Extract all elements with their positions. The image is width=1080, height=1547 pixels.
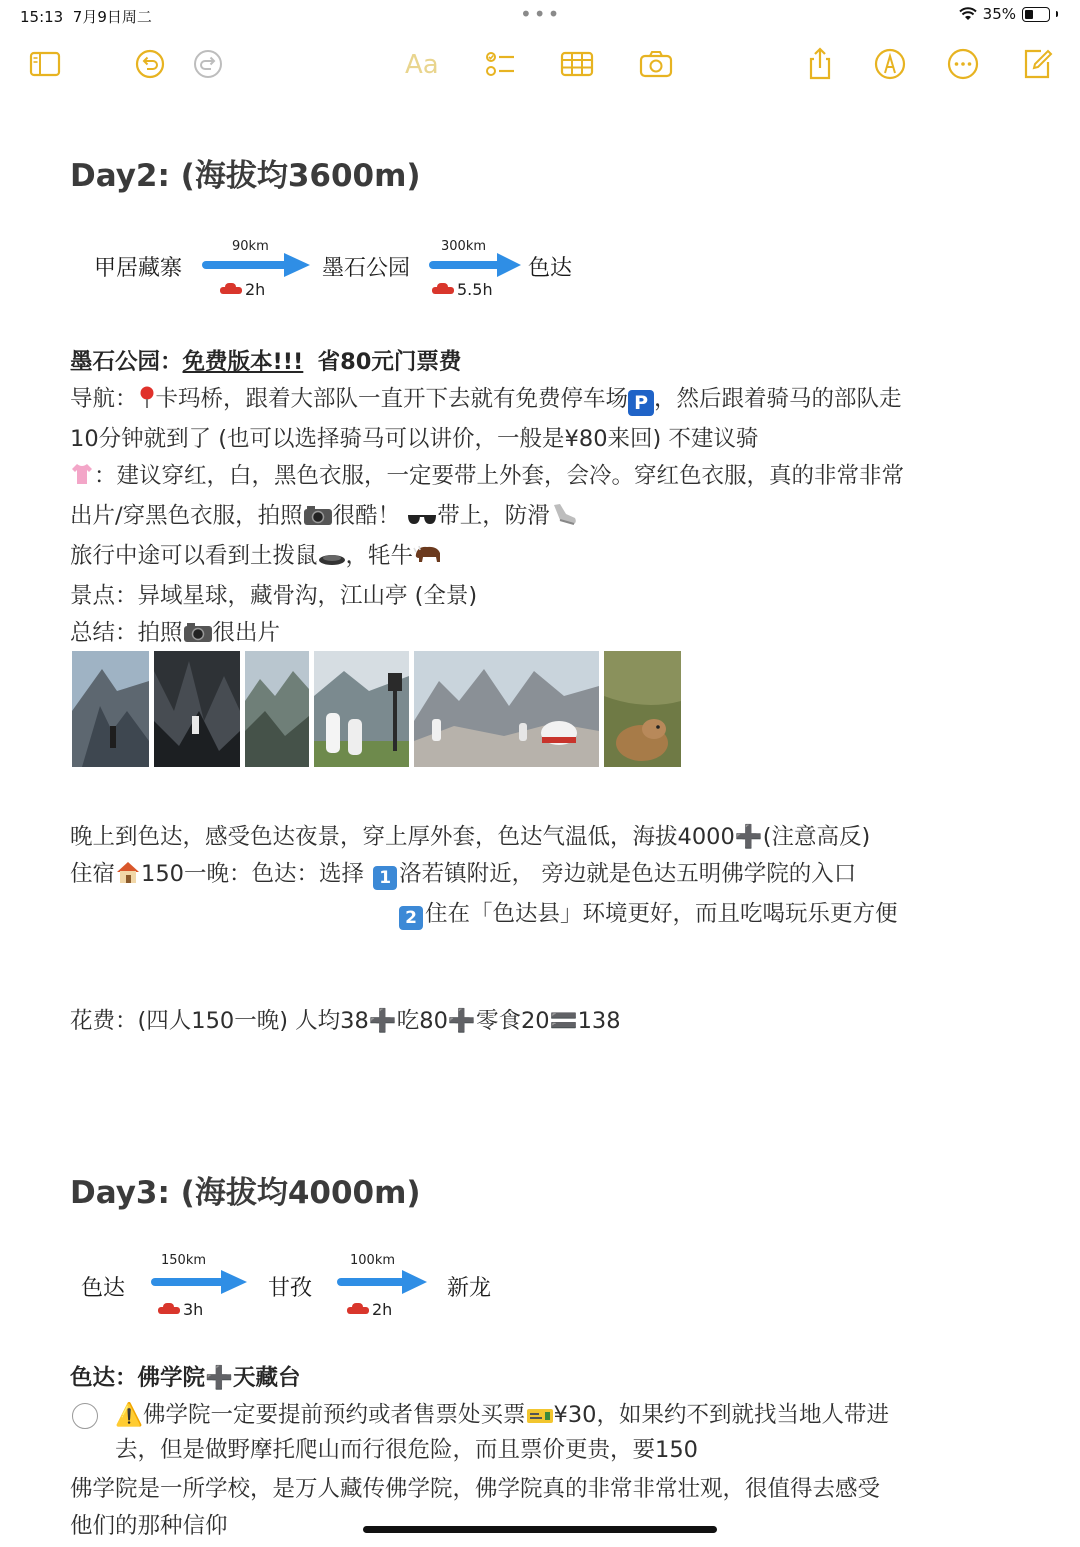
flow-distance-2: 100km — [350, 1253, 396, 1268]
home-indicator[interactable] — [363, 1526, 717, 1533]
arrow-right-icon — [149, 1268, 249, 1296]
battery-percent: 35% — [982, 5, 1016, 23]
day3-title: Day3: (海拔均4000m) — [70, 1175, 421, 1211]
nav-line-2: 10分钟就到了 (也可以选择骑马可以讲价，一般是¥80来回) 不建议骑 — [70, 426, 759, 452]
arrow-right-icon — [200, 251, 312, 279]
flow-node-end: 新龙 — [447, 1276, 492, 1301]
flow-time-1: 3h — [158, 1300, 203, 1319]
day2-title: Day2: (海拔均3600m) — [70, 158, 421, 194]
battery-icon — [1022, 7, 1050, 22]
flow-distance-2: 300km — [441, 239, 487, 254]
compose-icon[interactable] — [1017, 44, 1057, 84]
number-two-icon: 2 — [399, 906, 423, 930]
table-icon[interactable] — [557, 44, 597, 84]
animals-line: 旅行中途可以看到土拨鼠 ，牦牛 — [70, 538, 1030, 578]
arrow-right-icon — [335, 1268, 429, 1296]
camera-emoji-icon — [303, 501, 333, 538]
wifi-icon — [959, 7, 977, 21]
more-icon[interactable] — [943, 44, 983, 84]
share-icon[interactable] — [800, 44, 840, 84]
flow-distance-1: 150km — [161, 1253, 207, 1268]
flow-node-mid: 甘孜 — [268, 1276, 313, 1301]
flow-time-2: 5.5h — [432, 280, 493, 299]
camera-icon[interactable] — [636, 44, 676, 84]
clothes-line: ：建议穿红，白，黑色衣服，一定要带上外套，会冷。穿红色衣服，真的非常非常 — [70, 458, 1030, 498]
car-icon — [220, 283, 242, 297]
shirt-icon — [70, 461, 94, 498]
day2-body — [70, 344, 1030, 655]
todo-checkbox[interactable] — [72, 1403, 98, 1429]
undo-icon[interactable] — [130, 44, 170, 84]
night-line: 晚上到色达，感受色达夜景，穿上厚外套，色达气温低，海拔4000➕(注意高反) — [70, 824, 871, 850]
flow-node-mid: 墨石公园 — [322, 256, 411, 281]
parking-icon: P — [628, 390, 654, 416]
park-heading: 墨石公园：免费版本!!! 省80元门票费 — [70, 349, 462, 375]
status-time: 15:13 7月9日周二 — [20, 8, 152, 26]
multitask-dots[interactable]: ••• — [520, 2, 562, 26]
car-icon — [432, 283, 454, 297]
car-icon — [347, 1303, 369, 1317]
checklist-icon[interactable] — [480, 44, 520, 84]
arrow-right-icon — [427, 251, 523, 279]
night-section — [70, 819, 1030, 933]
stay-option-2: 2 住在「色达县」环境更好，而且吃喝玩乐更方便 — [70, 896, 1030, 933]
status-bar — [0, 0, 1080, 30]
number-one-icon: 1 — [373, 866, 397, 890]
flow-node-start: 色达 — [81, 1276, 126, 1301]
shoe-icon — [550, 501, 578, 538]
sunglasses-icon — [407, 501, 437, 538]
photo-1[interactable] — [72, 651, 149, 767]
nav-line: 导航： 卡玛桥，跟着大部队一直开下去就有免费停车场 P ，然后跟着骑马的部队走 — [70, 381, 1030, 421]
stay-line: 住宿 150一晚：色达：选择 1 洛若镇附近， 旁边就是色达五明佛学院的入口 — [70, 856, 1030, 896]
summary-line: 总结：拍照 很出片 — [70, 615, 1030, 655]
photo-6[interactable] — [604, 651, 681, 767]
flow-distance-1: 90km — [232, 239, 269, 254]
yak-icon — [413, 541, 443, 578]
house-icon — [115, 859, 141, 896]
markup-icon[interactable] — [870, 44, 910, 84]
hole-icon — [318, 541, 346, 578]
pin-icon — [138, 384, 156, 421]
ticket-icon — [526, 1402, 554, 1434]
redo-icon[interactable] — [188, 44, 228, 84]
status-right — [959, 5, 1058, 23]
todo-item: ⚠️佛学院一定要提前预约或者售票处买票 ¥30，如果约不到就找当地人带进 去，但是做野摩托爬山而行很危险，而且票价更贵，要150 — [115, 1402, 889, 1463]
flow-node-start: 甲居藏寨 — [94, 256, 183, 281]
photo-4[interactable] — [314, 651, 409, 767]
car-icon — [158, 1303, 180, 1317]
photo-2[interactable] — [154, 651, 240, 767]
spots-line: 景点：异域星球，藏骨沟，江山亭 (全景) — [70, 583, 478, 609]
photo-3[interactable] — [245, 651, 309, 767]
clothes-line-2: 出片/穿黑色衣服，拍照 很酷！ 带上，防滑 — [70, 498, 1030, 538]
photo-5[interactable] — [414, 651, 599, 767]
seda-description: 佛学院是一所学校，是万人藏传佛学院，佛学院真的非常非常壮观，很值得去感受 他们的那种信仰 — [70, 1476, 881, 1539]
sidebar-icon[interactable] — [25, 44, 65, 84]
flow-node-end: 色达 — [528, 256, 573, 281]
seda-heading: 色达：佛学院➕天藏台 — [70, 1365, 301, 1391]
camera-emoji-icon — [183, 618, 213, 655]
cost-line: 花费：(四人150一晚) 人均38➕吃80➕零食20🟰138 — [70, 1008, 621, 1034]
text-format-icon[interactable]: Aa — [405, 50, 439, 80]
flow-time-2: 2h — [347, 1300, 392, 1319]
flow-time-1: 2h — [220, 280, 265, 299]
